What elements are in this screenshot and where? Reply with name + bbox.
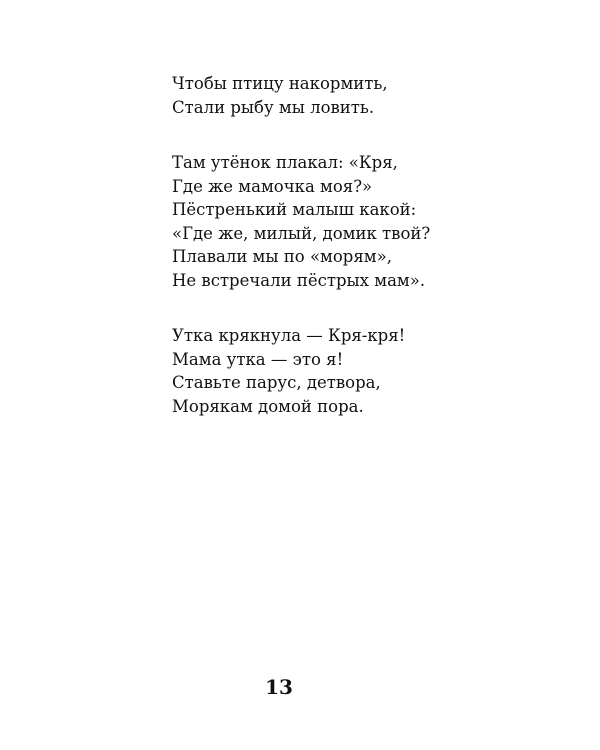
poem-line: Где же мамочка моя?» [172,176,373,196]
page-number: 13 [265,675,293,699]
stanza-3 [172,324,572,418]
poem-line: Плавали мы по «морям», [172,247,392,266]
poem-line: Чтобы птицу накормить, [172,74,388,93]
poem-line: «Где же, милый, домик твой? [172,223,431,243]
stanza-1 [172,72,572,119]
poem-line: Ставьте парус, детвора, [172,373,381,392]
poem-line: Мама утка — это я! [172,349,344,369]
poem-line: Морякам домой пора. [172,396,364,416]
poem-line: Не встречали пёстрых мам». [172,270,426,290]
stanza-2 [172,151,572,292]
poem [172,72,572,450]
poem-line: Пёстренький малыш какой: [172,200,417,219]
poem-line: Стали рыбу мы ловить. [172,97,375,117]
poem-line: Утка крякнула — Кря-кря! [172,326,406,345]
poem-line: Там утёнок плакал: «Кря, [172,153,398,172]
